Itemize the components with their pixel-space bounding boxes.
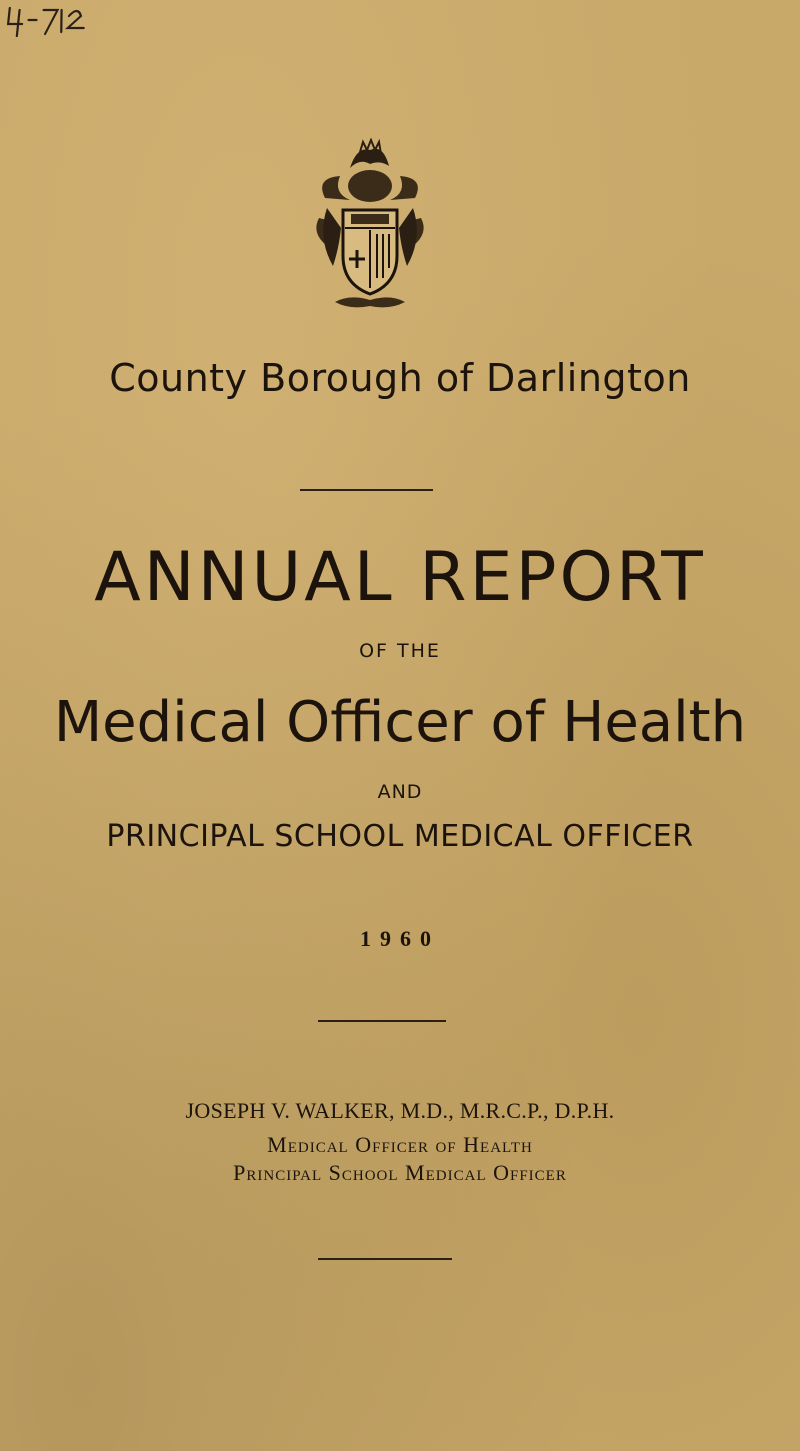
author-name: JOSEPH V. WALKER, M.D., M.R.C.P., D.P.H.	[185, 1098, 615, 1123]
report-year: 1960	[360, 926, 440, 951]
report-title: ANNUAL REPORT	[94, 538, 706, 617]
author-role-moh: Medical Officer of Health	[267, 1132, 533, 1157]
title-of-the: OF THE	[359, 640, 441, 662]
officer-title: Medical Officer of Health	[53, 690, 747, 755]
divider	[300, 489, 433, 491]
handwritten-note	[0, 2, 94, 48]
divider	[318, 1258, 452, 1260]
borough-name: County Borough of Darlington	[109, 356, 691, 400]
title-and: AND	[377, 781, 423, 803]
principal-title: PRINCIPAL SCHOOL MEDICAL OFFICER	[106, 819, 694, 854]
author-role-psmo: Principal School Medical Officer	[233, 1160, 567, 1185]
divider	[318, 1020, 446, 1022]
darlington-coat-of-arms-icon	[305, 138, 435, 318]
